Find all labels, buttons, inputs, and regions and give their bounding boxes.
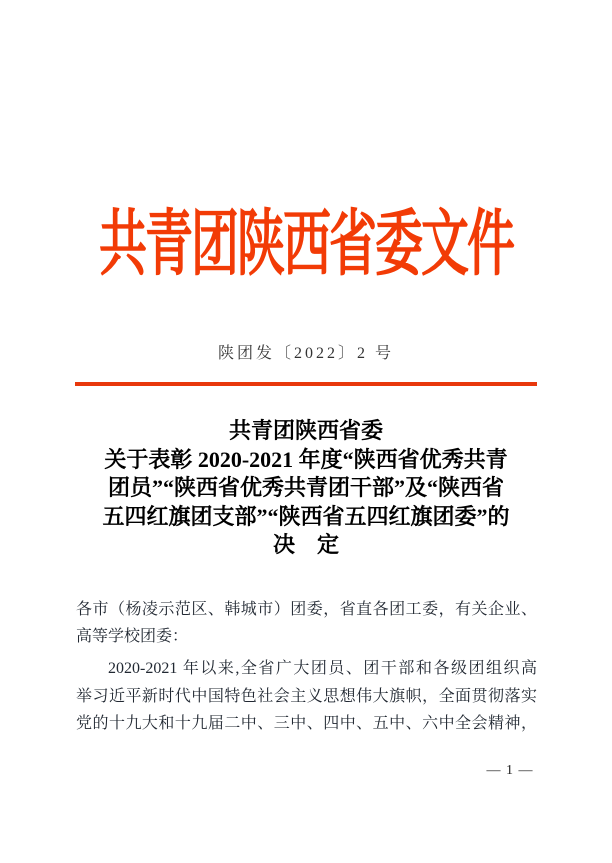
body-paragraph: [76, 655, 537, 738]
paragraph-line-1: 2020-2021 年以来,全省广大团员、团干部和各级团组织高: [108, 660, 537, 677]
salutation-line-2: 高等学校团委：: [76, 628, 189, 645]
heading-line-4: 五四红旗团支部”“陕西省五四红旗团委”的: [102, 503, 510, 529]
paragraph-line-3: 党的十九大和十九届二中、三中、四中、五中、六中全会精神，: [76, 715, 537, 732]
page-number: — 1 —: [486, 763, 534, 778]
heading-line-2: 关于表彰 2020-2021 年度“陕西省优秀共青: [104, 446, 508, 472]
document-heading: [40, 417, 572, 560]
paragraph-line-2: 举习近平新时代中国特色社会主义思想伟大旗帜，全面贯彻落实: [76, 687, 537, 705]
heading-line-3: 团员”“陕西省优秀共青团干部”及“陕西省: [107, 475, 504, 500]
salutation-line-1: 各市（杨凌示范区、韩城市）团委，省直各团工委，有关企业、: [76, 601, 537, 618]
salutation-block: [76, 596, 537, 650]
document-banner-title: 共青团陕西省委文件: [98, 205, 513, 285]
red-divider-line: [75, 382, 537, 386]
document-number: 陕团发〔2022〕2 号: [217, 345, 394, 362]
heading-line-5: 决 定: [272, 532, 339, 557]
heading-line-1: 共青团陕西省委: [228, 418, 383, 443]
